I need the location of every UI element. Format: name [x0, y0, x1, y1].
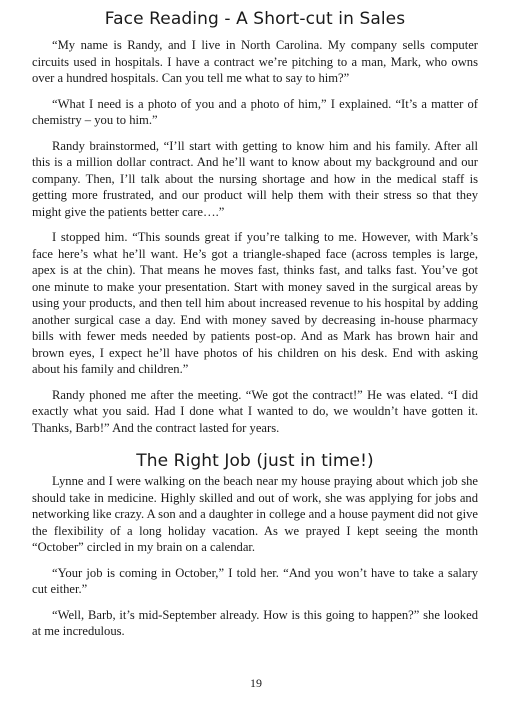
paragraph: I stopped him. “This sounds great if you’re talking to me. However, with Mark’s face here’s what he’ll want. He’s got a triangle-shaped face (across temples is large, apex is at the chin). That means he moves fast, thinks fast, and talks fast. You’ve got one minute to make your presentation. Start with money saved in the surgical areas by using your products, and then tell him about increased revenue to his hospital by adding another surgical case a day. End with money saved by decreasing in-house pharmacy bills with fewer meds needed by patients post-op. And as Mark has brown hair and brown eyes, I expect he’ll have photos of his children on his desk. End with asking about his family and children.”: [32, 230, 478, 376]
paragraph: “Well, Barb, it’s mid-September already. How is this going to happen?” she looked at me incredulous.: [32, 607, 478, 638]
paragraph: Randy phoned me after the meeting. “We got the contract!” He was elated. “I did exactly what you said. Had I done what I wanted to do, we wouldn’t have gotten it. Thanks, Barb!” And the contract lasted for years.: [32, 387, 478, 435]
paragraph: Lynne and I were walking on the beach near my house praying about which job she should take in medicine. Highly skilled and out of work, she was applying for jobs and networking like crazy. A son and a daughter in college and a house payment did not give the flexibility of a long holiday vacation. As we prayed I kept seeing the month “October” circled in my brain on a calendar.: [32, 474, 478, 554]
paragraph: Randy brainstormed, “I’ll start with getting to know him and his family. After all this is a million dollar contract. And he’ll want to know about my background and our company. Then, I’ll talk about the nursing shortage and how in the medical staff is getting more frustrated, and our product will help them with their stress so that they might give the patients better care….”: [32, 138, 478, 219]
section-heading-right-job: The Right Job (just in time!): [136, 451, 374, 471]
section-heading-face-reading: Face Reading - A Short-cut in Sales: [104, 9, 406, 29]
page-number: 19: [250, 676, 262, 690]
paragraph: “Your job is coming in October,” I told her. “And you won’t have to take a salary cut either.”: [32, 565, 478, 596]
paragraph: “What I need is a photo of you and a photo of him,” I explained. “It’s a matter of chemistry – you to him.”: [32, 96, 478, 127]
paragraph: “My name is Randy, and I live in North Carolina. My company sells computer circuits used in hospitals. I have a contract we’re pitching to a man, Mark, who owns over a hundred hospitals. Can you tell me what to say to him?”: [32, 38, 478, 85]
